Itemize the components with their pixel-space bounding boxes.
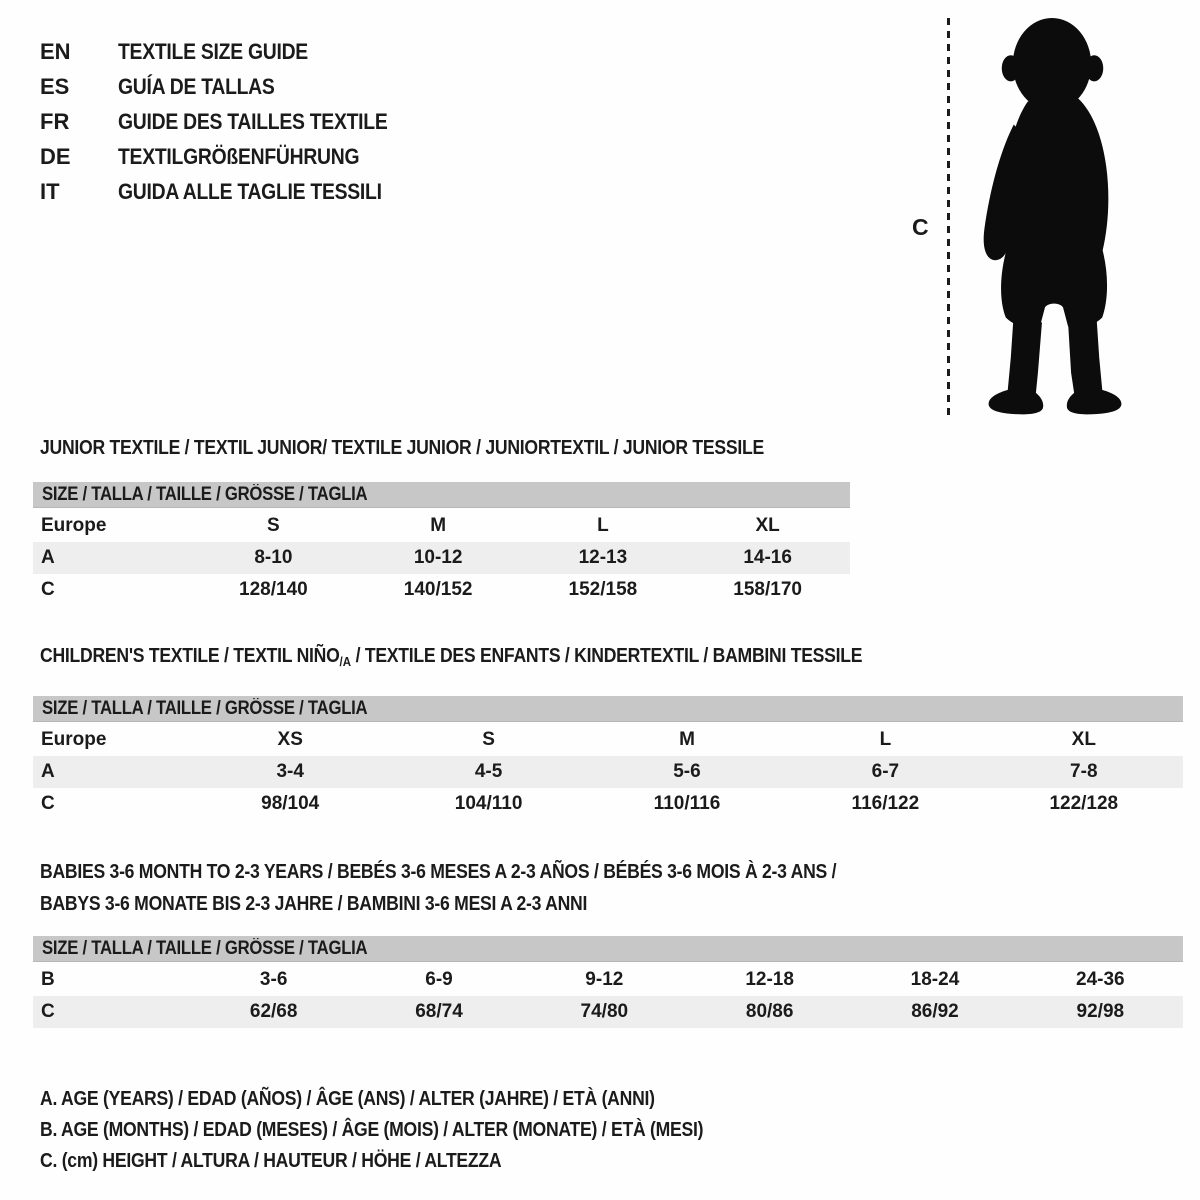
height-cell: 110/116: [653, 793, 721, 814]
age-cell: 6-9: [425, 969, 453, 990]
size-cell: M: [430, 515, 447, 536]
height-cell: 62/68: [249, 1001, 298, 1022]
height-dashed-line: [947, 18, 950, 416]
section-title-line2: BABYS 3-6 MONATE BIS 2-3 JAHRE / BAMBINI 3-6 MESI A 2-3 ANNI: [40, 893, 588, 915]
table-row-age: [33, 542, 850, 574]
row-label: A: [41, 547, 55, 568]
age-cell: 5-6: [673, 761, 701, 782]
section-title-text: / TEXTILE DES ENFANTS / KINDERTEXTIL / BAMBINI TESSILE: [350, 645, 863, 667]
language-title: TEXTILE SIZE GUIDE: [118, 39, 308, 64]
age-cell: 3-6: [259, 969, 288, 990]
row-label: Europe: [41, 729, 107, 750]
row-label: A: [41, 761, 55, 782]
size-header-text: SIZE / TALLA / TAILLE / GRÖSSE / TAGLIA: [42, 483, 368, 505]
language-title: TEXTILGRÖßENFÜHRUNG: [118, 144, 360, 169]
height-cell: 104/110: [454, 793, 523, 814]
size-header-bar: [33, 936, 1183, 962]
size-cell: M: [679, 729, 695, 750]
language-title: GUIDE DES TAILLES TEXTILE: [118, 109, 388, 134]
size-cell: XL: [1071, 729, 1096, 750]
age-cell: 4-5: [474, 761, 503, 782]
size-header-bar: [33, 696, 1183, 722]
section-title-line1: BABIES 3-6 MONTH TO 2-3 YEARS / BEBÉS 3-6 MESES A 2-3 AÑOS / BÉBÉS 3-6 MOIS À 2-3 ANS /: [40, 861, 837, 883]
age-cell: 14-16: [743, 547, 792, 568]
height-cell: 98/104: [261, 793, 320, 814]
size-header-bar: [33, 482, 850, 508]
height-figure: [900, 16, 1180, 422]
height-cell: 74/80: [580, 1001, 629, 1022]
height-cell: 80/86: [745, 1001, 794, 1022]
age-cell: 7-8: [1070, 761, 1098, 782]
legend-line-a: [40, 1084, 1200, 1115]
junior-section-title: [33, 436, 1200, 460]
legend: [40, 1084, 1200, 1177]
height-measure-label: C: [912, 214, 929, 240]
toddler-silhouette-icon: [966, 16, 1140, 418]
language-code: DE: [40, 144, 71, 169]
size-header-text: SIZE / TALLA / TAILLE / GRÖSSE / TAGLIA: [42, 937, 368, 959]
height-cell: 68/74: [415, 1001, 463, 1022]
language-title: GUÍA DE TALLAS: [118, 74, 275, 99]
age-cell: 9-12: [585, 969, 624, 990]
row-label: C: [41, 1001, 55, 1022]
legend-line-b: [40, 1115, 1200, 1146]
height-cell: 158/170: [733, 579, 802, 600]
size-cell: L: [879, 729, 892, 750]
size-cell: L: [597, 515, 609, 536]
age-cell: 12-18: [745, 969, 794, 990]
language-code: IT: [40, 179, 60, 204]
section-junior: [33, 436, 1200, 606]
size-header-text: SIZE / TALLA / TAILLE / GRÖSSE / TAGLIA: [42, 697, 368, 719]
legend-text: B. AGE (MONTHS) / EDAD (MESES) / ÂGE (MOIS) / ALTER (MONATE) / ETÀ (MESI): [40, 1119, 704, 1141]
table-row-europe: [33, 510, 850, 542]
age-cell: 12-13: [578, 547, 628, 568]
row-label: Europe: [41, 515, 107, 536]
babies-section-title: [33, 856, 1200, 920]
height-cell: 116/122: [851, 793, 920, 814]
section-title-text: CHILDREN'S TEXTILE / TEXTIL NIÑO: [40, 645, 340, 667]
row-label: C: [41, 793, 55, 814]
table-row-age: [33, 756, 1183, 788]
header: [0, 0, 1200, 430]
size-cell: XS: [277, 729, 303, 750]
age-cell: 6-7: [871, 761, 900, 782]
language-code: ES: [40, 74, 70, 99]
section-title-sub: /A: [339, 654, 351, 669]
row-label: B: [41, 969, 55, 990]
children-size-table: [33, 696, 1183, 820]
height-cell: 152/158: [568, 579, 638, 600]
section-children: [33, 644, 1200, 820]
age-cell: 24-36: [1076, 969, 1125, 990]
height-cell: 92/98: [1076, 1001, 1125, 1022]
children-section-title: [33, 644, 1200, 674]
language-title: GUIDA ALLE TAGLIE TESSILI: [118, 179, 382, 204]
section-babies: [33, 856, 1200, 1028]
size-cell: S: [267, 515, 280, 536]
language-code: EN: [40, 39, 71, 64]
height-cell: 128/140: [239, 579, 308, 600]
height-cell: 86/92: [911, 1001, 959, 1022]
size-cell: S: [482, 729, 495, 750]
table-row-height: [33, 574, 850, 606]
legend-text: A. AGE (YEARS) / EDAD (AÑOS) / ÂGE (ANS) / ALTER (JAHRE) / ETÀ (ANNI): [40, 1088, 655, 1110]
section-title-text: JUNIOR TEXTILE / TEXTIL JUNIOR/ TEXTILE JUNIOR / JUNIORTEXTIL / JUNIOR TESSILE: [40, 437, 764, 459]
age-cell: 8-10: [254, 547, 293, 568]
row-label: C: [41, 579, 55, 600]
table-row-europe: [33, 724, 1183, 756]
height-cell: 140/152: [403, 579, 473, 600]
table-row-height: [33, 996, 1183, 1028]
language-code: FR: [40, 109, 70, 134]
age-cell: 18-24: [910, 969, 960, 990]
age-cell: 3-4: [276, 761, 304, 782]
age-cell: 10-12: [413, 547, 463, 568]
junior-size-table: [33, 482, 850, 606]
legend-text: C. (cm) HEIGHT / ALTURA / HAUTEUR / HÖHE / ALTEZZA: [40, 1150, 502, 1172]
table-row-age-months: [33, 964, 1183, 996]
babies-size-table: [33, 936, 1183, 1028]
legend-line-c: [40, 1146, 1200, 1177]
size-cell: XL: [755, 515, 780, 536]
table-row-height: [33, 788, 1183, 820]
height-cell: 122/128: [1049, 793, 1119, 814]
